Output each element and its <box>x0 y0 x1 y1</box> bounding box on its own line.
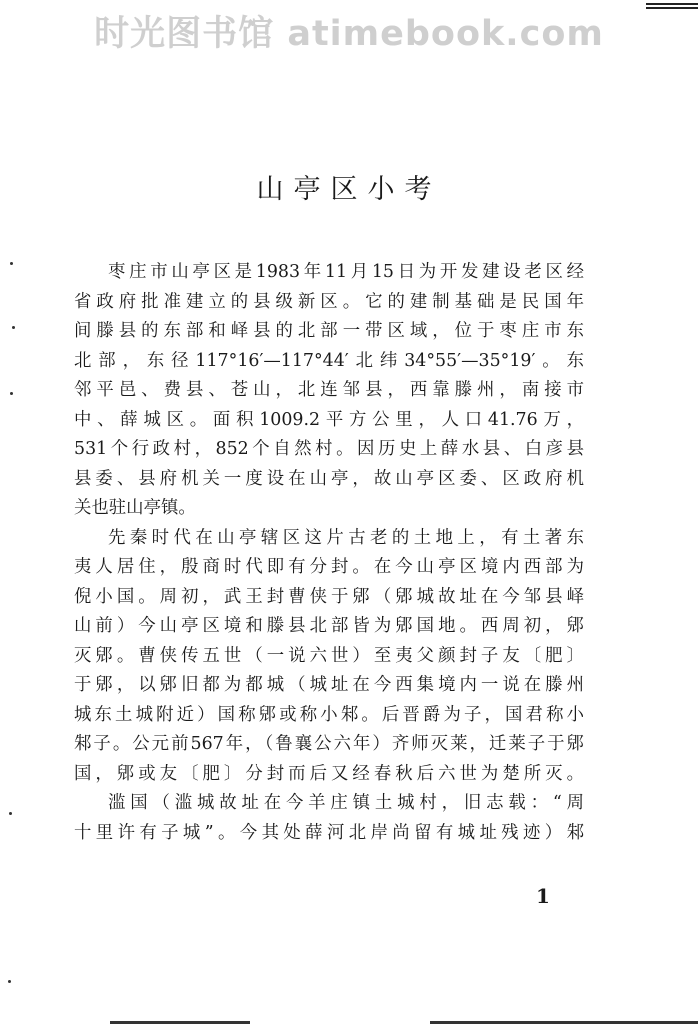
text-line: 省政府批准建立的县级新区。它的建制基础是民国年 <box>74 291 584 312</box>
page-number: 1 <box>536 884 550 908</box>
scan-speck <box>10 262 13 265</box>
text-line: 灭郳。曹侠传五世（一说六世）至夷父颜封子友〔肥〕 <box>74 645 584 666</box>
scan-speck <box>10 392 13 395</box>
watermark: 时光图书馆 atimebook.com <box>94 14 604 54</box>
text-line: 间滕县的东部和峄县的北部一带区域，位于枣庄市东 <box>74 321 584 341</box>
text-line: 邻平邑、费县、苍山，北连邹县，西靠滕州，南接市 <box>74 380 584 400</box>
page-title: 山亭区小考 <box>256 174 442 205</box>
text-line: 山前）今山亭区境和滕县北部皆为郳国地。西周初，郳 <box>74 616 584 636</box>
scan-speck <box>12 326 15 329</box>
text-line: 倪小国。周初，武王封曹侠于郳（郳城故址在今邹县峄 <box>74 586 584 607</box>
text-line: 中、薛城区。面积1009.2平方公里，人口41.76万， <box>74 409 584 430</box>
article-body <box>74 258 584 848</box>
text-line: 县委、县府机关一度设在山亭，故山亭区委、区政府机 <box>74 468 584 489</box>
text-line: 于郳，以郳旧都为都城（城址在今西集境内一说在滕州 <box>74 675 584 695</box>
text-line: 滥国（滥城故址在今羊庄镇土城村，旧志载：“周 <box>108 793 584 813</box>
corner-rule <box>638 0 698 14</box>
text-line: 城东土城附近）国称郳或称小邾。后晋爵为子，国君称小 <box>74 704 584 725</box>
text-line: 邾子。公元前567年，（鲁襄公六年）齐师灭莱，迁莱子于郳 <box>74 734 584 754</box>
text-line: 国，郳或友〔肥〕分封而后又经春秋后六世为楚所灭。 <box>74 763 584 784</box>
scan-speck <box>9 812 12 815</box>
text-line: 先秦时代在山亭辖区这片古老的土地上，有土著东 <box>108 527 584 548</box>
text-line: 十里许有子城”。今其处薛河北岸尚留有城址残迹）邾 <box>74 822 584 843</box>
scan-speck <box>8 980 11 983</box>
text-line: 关也驻山亭镇。 <box>74 498 196 518</box>
text-line: 北部，东径117°16′—117°44′北纬34°55′—35°19′。东 <box>74 350 584 371</box>
text-line: 夷人居住，殷商时代即有分封。在今山亭区境内西部为 <box>74 557 584 577</box>
text-line: 枣庄市山亭区是1983年11月15日为开发建设老区经 <box>108 262 584 282</box>
text-line: 531个行政村，852个自然村。因历史上薛水县、白彦县 <box>74 439 584 459</box>
